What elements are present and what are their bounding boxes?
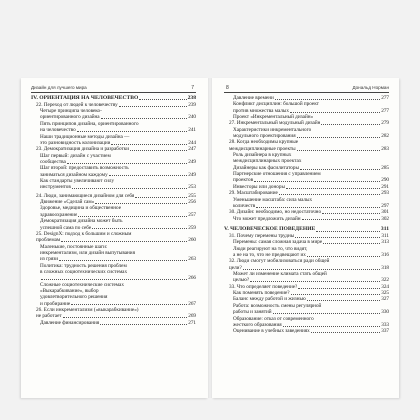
toc-page-number: 256 <box>188 199 196 206</box>
toc-leader-dots <box>243 269 380 270</box>
toc-leader-dots <box>101 118 188 119</box>
toc-entry-title: проектов <box>233 177 254 184</box>
toc-page-number: 247 <box>188 146 196 153</box>
toc-page-number: 240 <box>188 114 196 121</box>
toc-page-number: 263 <box>188 256 196 263</box>
toc-entry-line: Четыре принципа человеко- <box>40 108 102 115</box>
toc-leader-dots <box>95 203 187 204</box>
toc-entry-title: Давление финансирования <box>40 319 100 326</box>
toc-leader-dots <box>300 169 380 170</box>
toc-entry-line: в сложных социотехнических системах <box>40 268 128 275</box>
toc-entry-line: Шаг второй: предоставить возможность <box>40 165 129 172</box>
toc-entry-title: Люди реагируют на то, что видят, <box>233 245 308 252</box>
toc-page-number: 293 <box>381 190 389 197</box>
toc-entry-title: не работает <box>36 313 62 320</box>
toc-entry-title: Как поменять поведение? <box>233 290 290 297</box>
toc-leader-dots <box>250 281 380 282</box>
header-rule <box>224 92 389 93</box>
toc-entry-title: заниматься дизайном каждому <box>40 171 108 178</box>
toc-entry-title: проблемам <box>36 237 61 244</box>
toc-entry-title: Проект «Инкрементальный дизайн» <box>233 114 314 121</box>
toc-page-number: 283 <box>381 145 389 152</box>
toc-page-number: 257 <box>188 211 196 218</box>
toc-leader-dots <box>302 219 381 220</box>
toc-entry-title: сообщества <box>40 158 66 165</box>
toc-entry-title: Дизайнеры как фасилитаторы <box>233 164 299 171</box>
toc-entry-line: 32. Люди смогут мобилизоваться ради общей <box>229 258 330 265</box>
toc-page-number: 271 <box>188 319 196 326</box>
toc-page-number: 313 <box>381 239 389 246</box>
toc-page-number: 324 <box>381 283 389 290</box>
toc-entry-title: из грязи <box>40 256 59 263</box>
toc-leader-dots <box>67 163 187 164</box>
toc-entry-title: междисциплинарные проекты <box>229 145 296 152</box>
toc-leader-dots <box>59 260 187 261</box>
toc-leader-dots <box>286 188 380 189</box>
toc-entry-line: Образование: отказ от современного <box>233 315 314 322</box>
toc-page-number: 316 <box>381 252 389 259</box>
header-rule <box>31 92 196 93</box>
page-number: 8 <box>226 85 229 91</box>
toc-page-number: 279 <box>381 120 389 127</box>
toc-leader-dots <box>291 294 381 295</box>
toc-entry-title: 33. Что определяет поведение? <box>229 283 298 290</box>
toc-page-number: 322 <box>381 277 389 284</box>
toc-leader-dots <box>130 150 187 151</box>
toc-leader-dots <box>254 181 380 182</box>
toc-page-number: 266 <box>188 275 196 282</box>
toc-entry-title: Оценивание в учебных заведениях <box>233 328 310 335</box>
toc-page-number: 333 <box>381 321 389 328</box>
toc-page-number: 318 <box>381 264 389 271</box>
toc-page-number: 311 <box>380 226 389 233</box>
toc-entry-title: 22. Переход от людей к человечеству <box>36 101 118 108</box>
toc-page-number: 241 <box>188 127 196 134</box>
toc-entry-line: удовлетворительного решения <box>40 294 108 301</box>
toc-leader-dots <box>316 231 380 232</box>
toc-page-number: 277 <box>381 95 389 101</box>
toc-leader-dots <box>61 241 187 242</box>
toc-leader-dots <box>119 106 188 107</box>
toc-page-number: 244 <box>188 139 196 146</box>
toc-entry-title: инкрементализм, или дизайн выпутывания <box>40 249 135 256</box>
toc-entry-title: инструментов <box>40 184 71 191</box>
toc-entry-title: 30. Дизайн: необходимо, но недостаточно <box>229 209 322 216</box>
toc-entry-line: 25. DesignX: подход к большим и сложным <box>36 230 132 237</box>
toc-page-number: 253 <box>188 184 196 191</box>
toc-entry-line: Пять принципов дизайна, ориентированного <box>40 120 139 127</box>
toc-entry-line: Может ли изменение климата стать общей <box>233 271 327 278</box>
toc-leader-dots <box>298 288 380 289</box>
toc-entry-line: Как стандарты увеличивают силу <box>40 177 115 184</box>
toc-leader-dots <box>307 256 380 257</box>
toc-entry-title: Движение «Сделай сам» <box>40 199 95 206</box>
toc-page-number: 337 <box>381 328 389 335</box>
toc-leader-dots <box>78 216 187 217</box>
toc-leader-dots <box>109 175 188 176</box>
toc-leader-dots <box>256 207 380 208</box>
toc-entry <box>31 320 196 326</box>
toc-leader-dots <box>297 150 381 151</box>
toc-leader-dots <box>283 326 381 327</box>
toc-page-number: 291 <box>381 183 389 190</box>
toc-entry-title: жесткого образования <box>233 321 282 328</box>
toc-leader-dots <box>323 243 380 244</box>
toc-entry-title: успешной сама по себе <box>40 224 92 231</box>
toc-entry-title: против множества малых <box>233 107 289 114</box>
table-of-contents-right <box>224 95 389 335</box>
toc-page-number: 282 <box>381 133 389 140</box>
toc-entry-line: Уменьшение масштаба: сила малых <box>233 196 313 203</box>
running-header-author: Дональд Норман <box>352 85 389 90</box>
toc-leader-dots <box>279 194 380 195</box>
toc-entry-title: цели? <box>229 264 242 271</box>
toc-entry-title: Давление времени <box>233 95 274 101</box>
toc-entry-line: Маленькие, постоянные шаги: <box>40 243 108 250</box>
toc-entry-title: 23. Демократизация дизайна и разработки <box>36 146 130 153</box>
toc-leader-dots <box>321 124 380 125</box>
toc-entry-title: на человечество <box>40 127 76 134</box>
toc-page-number: 327 <box>381 296 389 303</box>
toc-page-number: 255 <box>188 192 196 199</box>
toc-part-heading <box>31 95 196 102</box>
toc-leader-dots <box>139 99 186 100</box>
page-number: 7 <box>191 85 194 91</box>
toc-page-number: 325 <box>381 290 389 297</box>
toc-entry-title: 27. Инкрементальный модульный дизайн <box>229 120 321 127</box>
toc-entry-title: работы и занятий <box>233 309 272 316</box>
toc-entry-line: 26. Если инкрементализм («выкарабкивание») <box>36 306 139 313</box>
toc-leader-dots <box>295 237 380 238</box>
toc-page-number: 267 <box>188 300 196 307</box>
toc-page-number: 297 <box>381 202 389 209</box>
toc-entry-title: Перемены: самая сложная задача в мире <box>233 239 323 246</box>
toc-entry-title: Инвесторы или доноры <box>233 183 285 190</box>
toc-entry-title: Баланс между работой и жизнью <box>233 296 306 303</box>
toc-entry-line: Сложные социотехнические системах <box>40 281 124 288</box>
toc-entry-line: Характеристики инкрементального <box>233 126 312 133</box>
toc-leader-dots <box>41 279 187 280</box>
toc-page-number: 311 <box>381 233 389 240</box>
toc-entry-line: Шаг первый: дизайн с участием <box>40 152 111 159</box>
toc-leader-dots <box>71 304 187 305</box>
toc-leader-dots <box>311 332 380 333</box>
toc-entry-title: V. ЧЕЛОВЕЧЕСКОЕ ПОВЕДЕНИЕ <box>224 226 316 233</box>
toc-entry-line: Политика: трудность решения проблем <box>40 262 127 269</box>
toc-page-number: 330 <box>381 309 389 316</box>
toc-page-number: 302 <box>381 215 389 222</box>
toc-entry-line: Роль дизайнера в крупных <box>233 152 292 159</box>
toc-entry-line: междисциплинарных проектах <box>233 158 302 165</box>
toc-entry-title: и пробирание <box>40 300 71 307</box>
toc-page-number: 238 <box>187 95 196 101</box>
toc-leader-dots <box>77 131 188 132</box>
toc-leader-dots <box>72 188 187 189</box>
toc-entry-title: модульного проектирования <box>233 133 296 140</box>
toc-entry-line: Наши традиционные методы дизайна — <box>40 133 130 140</box>
toc-entry-title: здравоохранение <box>40 211 78 218</box>
toc-entry-title: целью? <box>233 277 250 284</box>
toc-leader-dots <box>307 300 381 301</box>
toc-page-number: 239 <box>188 101 196 108</box>
toc-leader-dots <box>290 112 380 113</box>
toc-entry-title: Партнерские отношения с управлением <box>233 171 321 178</box>
toc-page-number: 259 <box>188 224 196 231</box>
toc-leader-dots <box>100 324 187 325</box>
toc-entry-title: 31. Почему перемены трудны <box>229 233 295 240</box>
toc-leader-dots <box>275 99 380 100</box>
toc-part-heading <box>224 226 389 233</box>
toc-page-number: 290 <box>381 177 389 184</box>
toc-page-number: 277 <box>381 107 389 114</box>
toc-entry-title: IV. ОРИЕНТАЦИЯ НА ЧЕЛОВЕЧЕСТВО <box>31 95 139 101</box>
toc-leader-dots <box>273 313 381 314</box>
toc-leader-dots <box>135 197 187 198</box>
toc-entry-line: Здоровье, медицина и общественное <box>40 205 121 212</box>
toc-entry-line: Конфликт дисциплин: большой проект <box>233 101 319 108</box>
toc-page-number: 285 <box>381 164 389 171</box>
toc-page-number: 249 <box>188 171 196 178</box>
toc-leader-dots <box>297 137 381 138</box>
toc-page-number: 249 <box>188 158 196 165</box>
toc-page-number: 269 <box>188 313 196 320</box>
toc-leader-dots <box>322 213 380 214</box>
toc-entry-title: количеств <box>233 202 256 209</box>
toc-entry-title: Что может предложить дизайн <box>233 215 301 222</box>
toc-page-number: 260 <box>188 237 196 244</box>
toc-leader-dots <box>63 317 188 318</box>
toc-entry-title: а не на то, что не предвещают их <box>233 252 306 259</box>
toc-entry-line: 28. Когда необходимы крупные <box>229 139 299 146</box>
toc-entry-title: «Выкарабкивание», выбор <box>40 287 99 294</box>
toc-entry-title: 29. Масштабирование <box>229 190 278 197</box>
toc-entry-title: это разновидность колонизации <box>40 139 111 146</box>
toc-entry-title: ориентированного дизайна <box>40 114 100 121</box>
toc-entry <box>224 328 389 334</box>
toc-leader-dots <box>92 228 187 229</box>
toc-leader-dots <box>111 144 187 145</box>
right-page <box>212 78 399 398</box>
left-page <box>21 78 208 398</box>
toc-entry-line: Демократизация дизайна может быть <box>40 218 123 225</box>
toc-page-number: 301 <box>381 209 389 216</box>
toc-entry-title: 24. Люди, занимающиеся дизайном для себя <box>36 192 135 199</box>
toc-entry-line: Работа: возможность смены регулярной <box>233 302 322 309</box>
table-of-contents-left <box>31 95 196 326</box>
running-header-title: Дизайн для лучшего мира <box>31 85 87 90</box>
